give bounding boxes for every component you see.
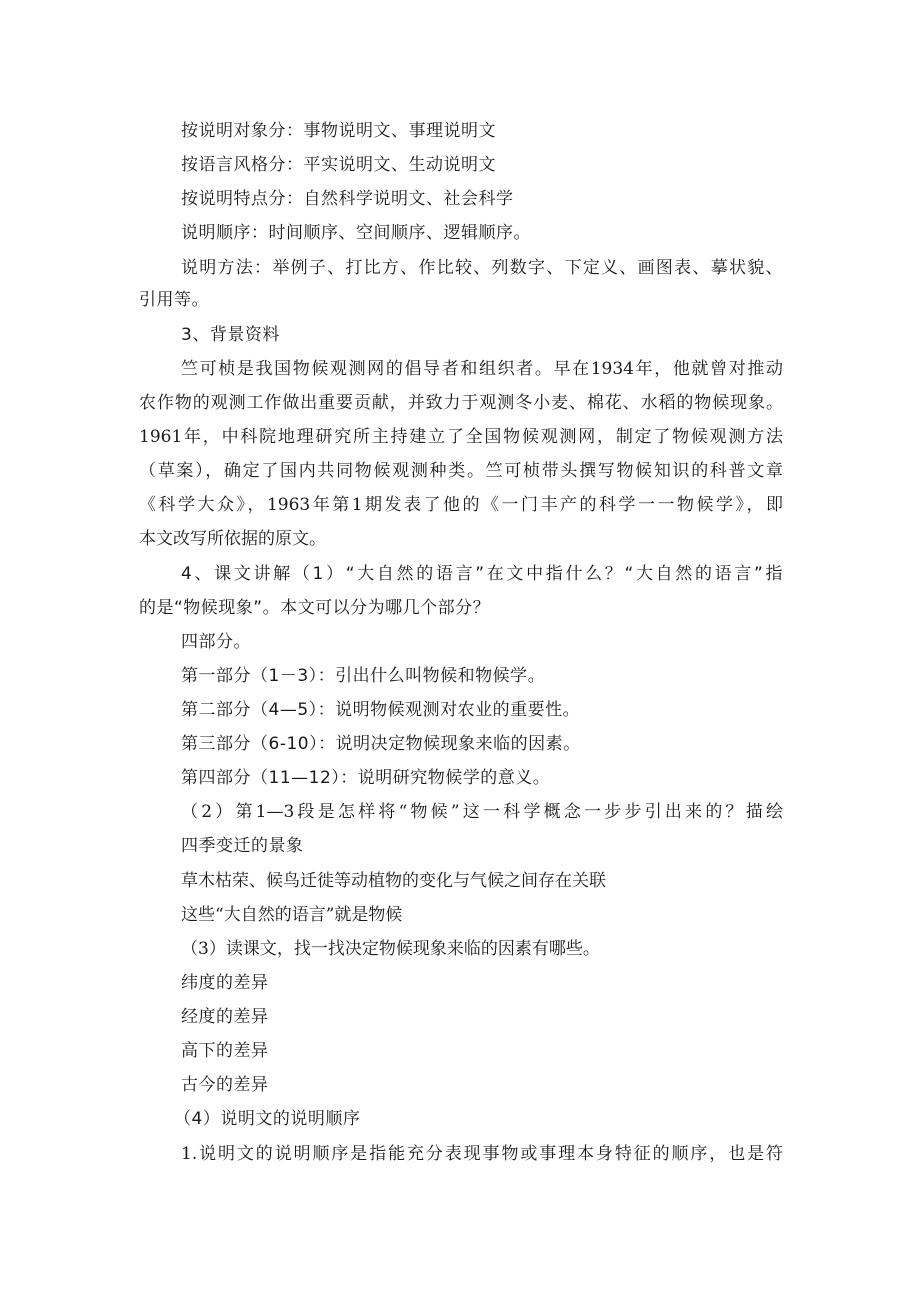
background-paragraph-line-3: 1961年，中科院地理研究所主持建立了全国物候观测网，制定了物候观测方法	[139, 427, 783, 447]
question-3-line: （3）读课文，找一找决定物候现象来临的因素有哪些。	[181, 939, 600, 959]
part-3-line: 第三部分（6-10）：说明决定物候现象来临的因素。	[181, 734, 581, 754]
section-4-question-line-2: 的是“物候现象”。本文可以分为哪几个部分？	[139, 598, 491, 618]
factor-altitude: 高下的差异	[181, 1041, 269, 1061]
background-paragraph-line-2: 农作物的观测工作做出重要贡献，并致力于观测冬小麦、棉花、水稻的物候现象。	[139, 393, 783, 413]
factor-ancient-modern: 古今的差异	[181, 1075, 269, 1095]
question-2-line-3: 草木枯荣、候鸟迁徙等动植物的变化与气候之间存在关联	[181, 871, 606, 891]
part-4-line: 第四部分（11—12）：说明研究物候学的意义。	[181, 768, 551, 788]
methods-line-2: 引用等。	[139, 290, 209, 310]
classify-object-line: 按说明对象分：事物说明文、事理说明文	[181, 121, 496, 141]
question-4-line: （4）说明文的说明顺序	[174, 1109, 361, 1129]
section-4-question-line-1: 4、课文讲解（1）“大自然的语言”在文中指什么？“大自然的语言”指	[181, 564, 783, 584]
background-paragraph-line-4: （草案），确定了国内共同物候观测种类。竺可桢带头撰写物候知识的科普文章	[139, 461, 783, 481]
classify-feature-line: 按说明特点分：自然科学说明文、社会科学	[181, 189, 514, 209]
methods-line-1: 说明方法：举例子、打比方、作比较、列数字、下定义、画图表、摹状貌、	[181, 258, 783, 278]
background-paragraph-line-1: 竺可桢是我国物候观测网的倡导者和组织者。早在1934年，他就曾对推动	[181, 359, 783, 379]
part-2-line: 第二部分（4—5）：说明物候观测对农业的重要性。	[181, 700, 581, 720]
section-3-heading: 3、背景资料	[181, 325, 280, 345]
question-2-line-1: （2）第1—3段是怎样将“物候”这一科学概念一步步引出来的？描绘	[181, 802, 783, 822]
classify-style-line: 按语言风格分：平实说明文、生动说明文	[181, 155, 496, 175]
background-paragraph-line-6: 本文改写所依据的原文。	[139, 529, 326, 549]
question-2-line-2: 四季变迁的景象	[181, 836, 304, 856]
background-paragraph-line-5: 《科学大众》，1963年第1期发表了他的《一门丰产的科学一一物候学》，即	[139, 495, 783, 515]
part-1-line: 第一部分（1－3）：引出什么叫物候和物候学。	[181, 666, 546, 686]
question-2-line-4: 这些“大自然的语言”就是物候	[181, 905, 403, 925]
factor-longitude: 经度的差异	[181, 1007, 269, 1027]
order-definition-line: 1.说明文的说明顺序是指能充分表现事物或事理本身特征的顺序，也是符	[181, 1144, 783, 1164]
order-line: 说明顺序：时间顺序、空间顺序、逻辑顺序。	[181, 223, 531, 243]
four-parts-answer: 四部分。	[181, 632, 251, 652]
factor-latitude: 纬度的差异	[181, 973, 269, 993]
